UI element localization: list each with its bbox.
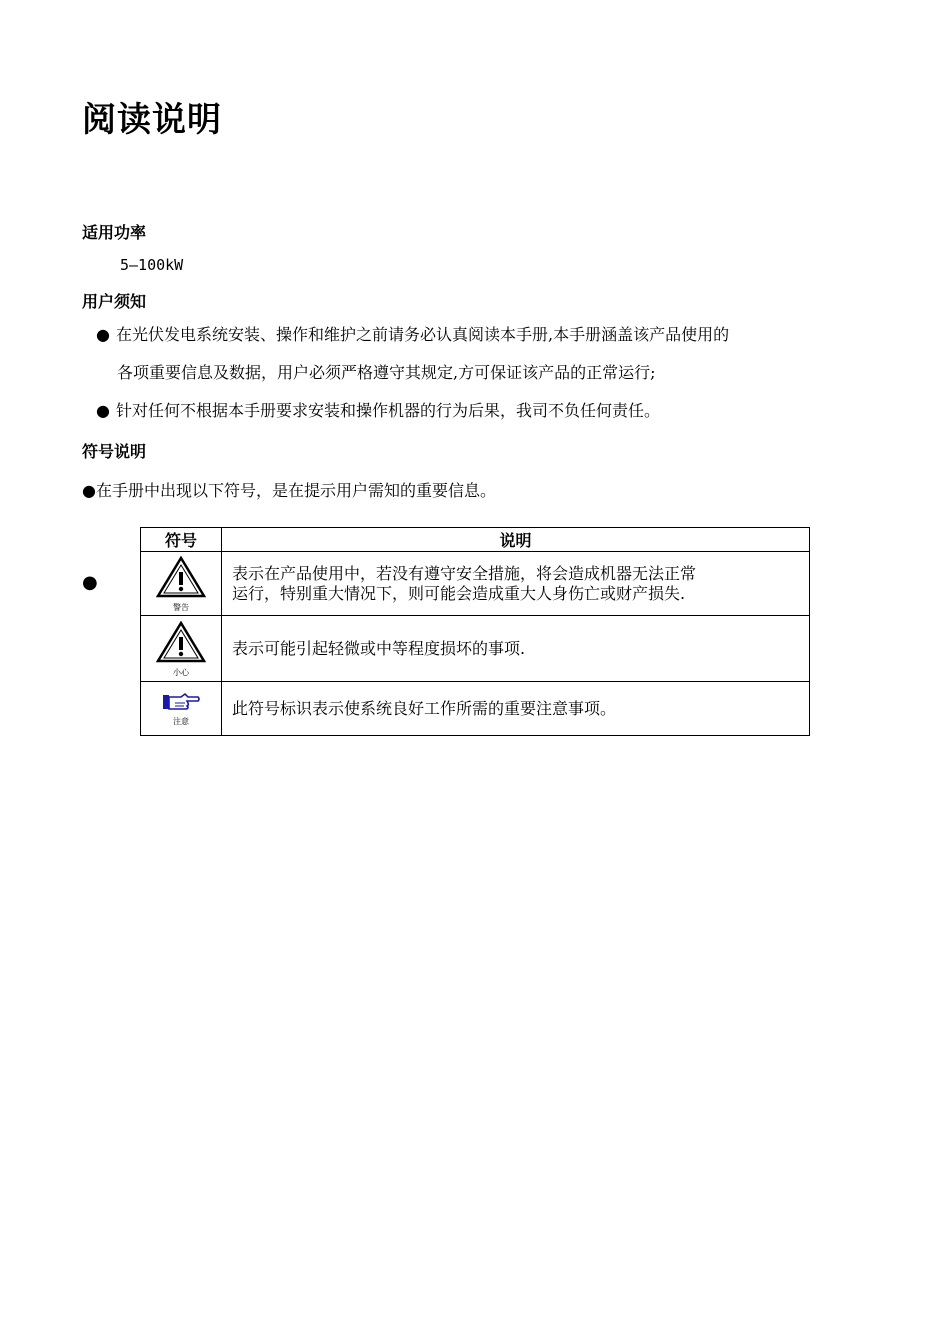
notice-item-2 bbox=[96, 398, 660, 421]
table-header-row bbox=[141, 528, 810, 552]
warning-triangle-icon bbox=[156, 556, 206, 598]
icon-caption: 小心 bbox=[173, 667, 189, 677]
description-line: 表示可能引起轻微或中等程度损坏的事项. bbox=[232, 638, 526, 658]
symbol-cell bbox=[141, 552, 222, 616]
icon-caption: 注意 bbox=[173, 716, 189, 726]
symbol-heading: 符号说明 bbox=[82, 442, 147, 461]
user-notice-heading: 用户须知 bbox=[82, 292, 147, 311]
notice-item-2-text: 针对任何不根据本手册要求安装和操作机器的行为后果，我司不负任何责任。 bbox=[116, 401, 661, 420]
notice-item-1 bbox=[96, 322, 729, 345]
symbol-cell bbox=[141, 682, 222, 736]
icon-caption: 警告 bbox=[173, 602, 189, 612]
column-header-symbol: 符号 bbox=[141, 528, 222, 552]
table-row bbox=[141, 616, 810, 682]
table-row bbox=[141, 682, 810, 736]
page-title: 阅读说明 bbox=[82, 100, 222, 140]
description-line: 此符号标识表示使系统良好工作所需的重要注意事项。 bbox=[232, 698, 617, 718]
pointing-hand-icon bbox=[161, 692, 201, 712]
description-cell bbox=[222, 682, 810, 736]
power-value: 5—100kW bbox=[120, 256, 184, 274]
table-bullet: ● bbox=[82, 572, 98, 593]
description-cell bbox=[222, 552, 810, 616]
description-cell bbox=[222, 616, 810, 682]
power-heading: 适用功率 bbox=[82, 223, 147, 242]
symbol-table bbox=[140, 527, 810, 736]
bullet-icon: ● bbox=[96, 325, 110, 344]
symbol-cell bbox=[141, 616, 222, 682]
column-header-description: 说明 bbox=[222, 528, 810, 552]
table-row bbox=[141, 552, 810, 616]
notice-item-1-line-2: 各项重要信息及数据，用户必须严格遵守其规定,方可保证该产品的正常运行; bbox=[117, 363, 656, 382]
notice-item-1-line-1: 在光伏发电系统安装、操作和维护之前请务必认真阅读本手册,本手册涵盖该产品使用的 bbox=[116, 325, 730, 344]
description-line: 表示在产品使用中，若没有遵守安全措施，将会造成机器无法正常 bbox=[232, 563, 697, 583]
description-line: 运行，特别重大情况下，则可能会造成重大人身伤亡或财产损失. bbox=[232, 583, 686, 603]
caution-triangle-icon bbox=[156, 621, 206, 663]
symbol-intro: ●在手册中出现以下符号，是在提示用户需知的重要信息。 bbox=[82, 481, 496, 500]
bullet-icon: ● bbox=[96, 401, 110, 420]
